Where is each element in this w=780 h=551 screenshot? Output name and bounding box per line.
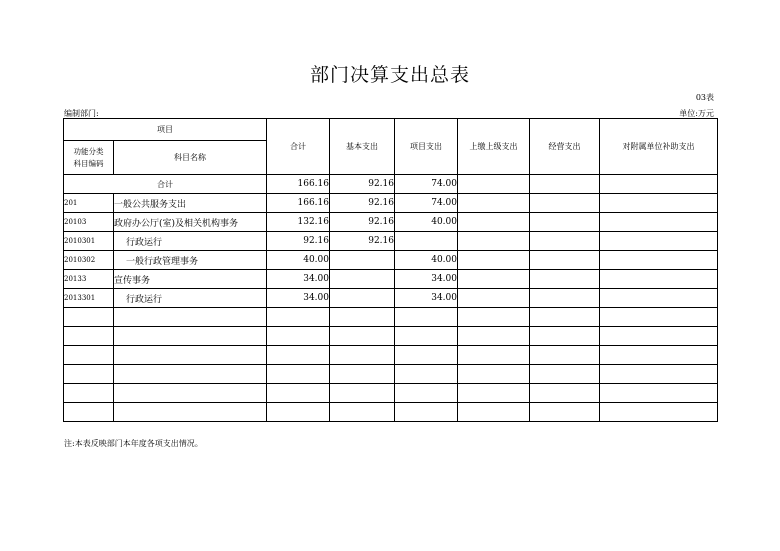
- table-row: [64, 270, 718, 289]
- row-code: 20103: [64, 213, 114, 232]
- header-func-code: [64, 141, 114, 175]
- row-subsidy: [600, 232, 718, 251]
- header-operating: 经营支出: [530, 119, 600, 175]
- header-upper-level: 上缴上级支出: [458, 119, 530, 175]
- row-total: 166.16: [267, 194, 330, 213]
- row-code: [64, 308, 114, 327]
- row-subject-name: [114, 308, 267, 327]
- total-row-subsidy: [600, 175, 718, 194]
- header-basic: 基本支出: [330, 119, 395, 175]
- row-project: 34.00: [395, 289, 458, 308]
- row-basic: [330, 384, 395, 403]
- row-operating: [530, 346, 600, 365]
- row-basic: 92.16: [330, 213, 395, 232]
- row-operating: [530, 232, 600, 251]
- row-subject-name: 一般行政管理事务: [114, 251, 267, 270]
- footnote: 注:本表反映部门本年度各项支出情况。: [64, 439, 203, 448]
- row-upper-level: [458, 384, 530, 403]
- row-subject-name: 行政运行: [114, 289, 267, 308]
- row-operating: [530, 213, 600, 232]
- row-total: [267, 403, 330, 422]
- row-total: [267, 365, 330, 384]
- table-row: [64, 384, 718, 403]
- total-row: [64, 175, 718, 194]
- row-total: 132.16: [267, 213, 330, 232]
- row-operating: [530, 365, 600, 384]
- table-row: [64, 346, 718, 365]
- total-row-project: 74.00: [395, 175, 458, 194]
- row-upper-level: [458, 327, 530, 346]
- page-title: 部门决算支出总表: [309, 64, 470, 86]
- table-row: [64, 232, 718, 251]
- row-total: [267, 346, 330, 365]
- row-code: 20133: [64, 270, 114, 289]
- table-row: [64, 308, 718, 327]
- table-row: [64, 289, 718, 308]
- row-subsidy: [600, 194, 718, 213]
- row-basic: 92.16: [330, 232, 395, 251]
- row-code: 201: [64, 194, 114, 213]
- row-code: [64, 384, 114, 403]
- row-upper-level: [458, 194, 530, 213]
- row-operating: [530, 270, 600, 289]
- row-operating: [530, 251, 600, 270]
- row-code: 2010301: [64, 232, 114, 251]
- table-number: 03表: [695, 93, 714, 102]
- row-subsidy: [600, 384, 718, 403]
- row-basic: [330, 270, 395, 289]
- row-code: [64, 327, 114, 346]
- department-label: 编制部门:: [64, 109, 99, 118]
- row-upper-level: [458, 346, 530, 365]
- row-basic: [330, 289, 395, 308]
- row-subsidy: [600, 403, 718, 422]
- header-subsidy: 对附属单位补助支出: [600, 119, 718, 175]
- header-item: 项目: [64, 119, 267, 141]
- row-basic: [330, 346, 395, 365]
- row-basic: [330, 403, 395, 422]
- row-total: 40.00: [267, 251, 330, 270]
- row-subject-name: [114, 346, 267, 365]
- row-total: 34.00: [267, 270, 330, 289]
- total-row-upper-level: [458, 175, 530, 194]
- row-upper-level: [458, 232, 530, 251]
- total-row-operating: [530, 175, 600, 194]
- table-row: [64, 251, 718, 270]
- row-upper-level: [458, 365, 530, 384]
- row-project: [395, 327, 458, 346]
- expenditure-table: [63, 118, 718, 422]
- row-subject-name: [114, 365, 267, 384]
- header-total: 合计: [267, 119, 330, 175]
- row-upper-level: [458, 251, 530, 270]
- header-project: 项目支出: [395, 119, 458, 175]
- row-project: [395, 308, 458, 327]
- row-operating: [530, 384, 600, 403]
- table-row: [64, 194, 718, 213]
- total-row-basic: 92.16: [330, 175, 395, 194]
- row-operating: [530, 289, 600, 308]
- row-subsidy: [600, 251, 718, 270]
- row-subsidy: [600, 308, 718, 327]
- header-func-code-line1: 功能分类: [73, 146, 104, 156]
- row-upper-level: [458, 403, 530, 422]
- row-upper-level: [458, 270, 530, 289]
- row-code: [64, 346, 114, 365]
- row-subsidy: [600, 365, 718, 384]
- row-operating: [530, 327, 600, 346]
- row-basic: 92.16: [330, 194, 395, 213]
- row-subsidy: [600, 346, 718, 365]
- row-project: [395, 232, 458, 251]
- row-project: 74.00: [395, 194, 458, 213]
- row-code: [64, 403, 114, 422]
- row-subsidy: [600, 213, 718, 232]
- row-subject-name: 宣传事务: [114, 270, 267, 289]
- row-project: [395, 365, 458, 384]
- row-project: [395, 346, 458, 365]
- row-project: [395, 403, 458, 422]
- row-project: 40.00: [395, 213, 458, 232]
- row-project: [395, 384, 458, 403]
- row-subsidy: [600, 327, 718, 346]
- total-row-label: 合计: [64, 175, 267, 194]
- row-subject-name: [114, 403, 267, 422]
- row-code: [64, 365, 114, 384]
- table-row: [64, 213, 718, 232]
- row-upper-level: [458, 213, 530, 232]
- total-row-total: 166.16: [267, 175, 330, 194]
- header-func-code-line2: 科目编码: [73, 158, 104, 168]
- row-project: 40.00: [395, 251, 458, 270]
- row-operating: [530, 308, 600, 327]
- row-subject-name: 政府办公厅(室)及相关机构事务: [114, 213, 267, 232]
- row-subsidy: [600, 289, 718, 308]
- table-row: [64, 403, 718, 422]
- row-total: [267, 327, 330, 346]
- unit-label: 单位:万元: [679, 109, 714, 118]
- row-upper-level: [458, 308, 530, 327]
- row-upper-level: [458, 289, 530, 308]
- header-subject-name: 科目名称: [114, 141, 267, 175]
- row-basic: [330, 251, 395, 270]
- row-total: 34.00: [267, 289, 330, 308]
- row-basic: [330, 327, 395, 346]
- row-total: [267, 308, 330, 327]
- row-basic: [330, 308, 395, 327]
- table-row: [64, 365, 718, 384]
- row-subsidy: [600, 270, 718, 289]
- row-project: 34.00: [395, 270, 458, 289]
- row-code: 2010302: [64, 251, 114, 270]
- row-subject-name: 一般公共服务支出: [114, 194, 267, 213]
- row-subject-name: 行政运行: [114, 232, 267, 251]
- row-operating: [530, 194, 600, 213]
- row-total: [267, 384, 330, 403]
- row-subject-name: [114, 384, 267, 403]
- row-basic: [330, 365, 395, 384]
- row-total: 92.16: [267, 232, 330, 251]
- table-row: [64, 327, 718, 346]
- row-subject-name: [114, 327, 267, 346]
- row-operating: [530, 403, 600, 422]
- row-code: 2013301: [64, 289, 114, 308]
